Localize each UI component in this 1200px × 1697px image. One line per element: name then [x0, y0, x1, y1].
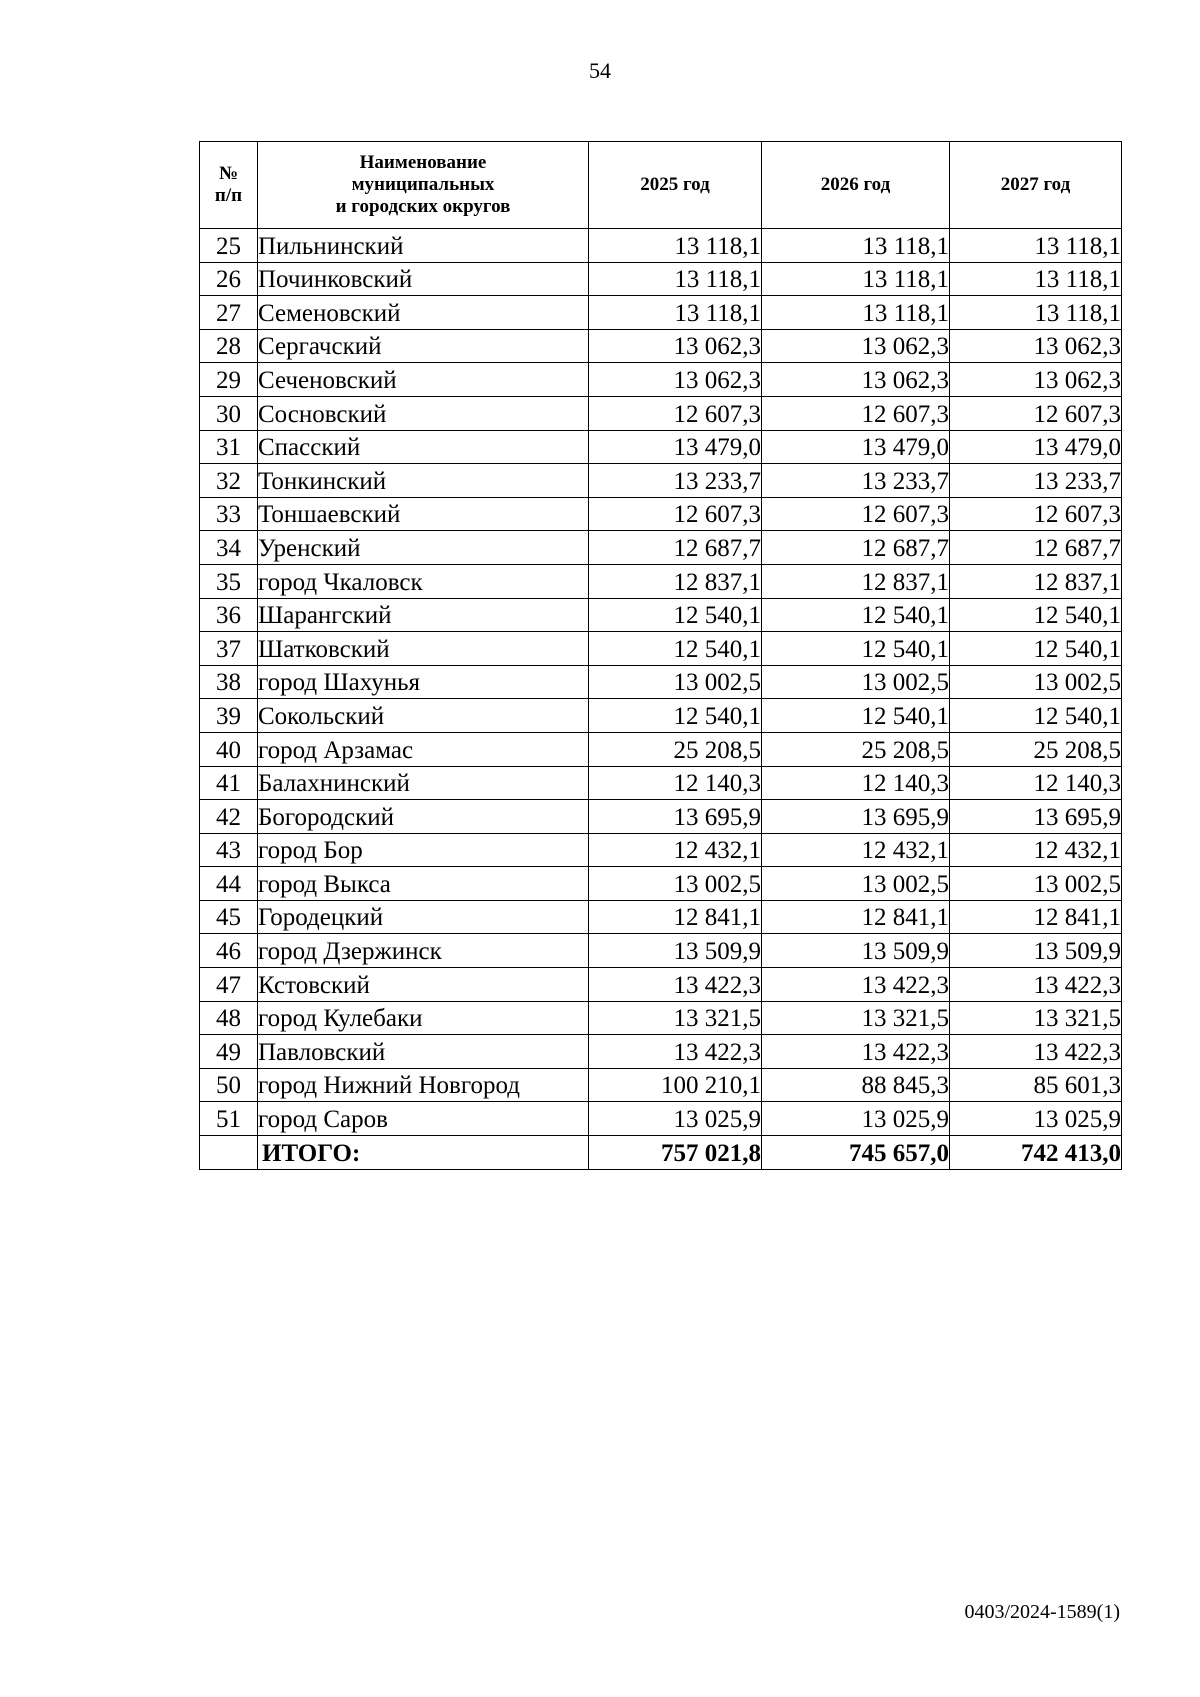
row-2026: 13 233,7: [762, 464, 950, 498]
table-row: [200, 934, 1122, 968]
row-name: Кстовский: [258, 968, 589, 1002]
row-2025: 12 607,3: [589, 497, 762, 531]
table-row: [200, 632, 1122, 666]
row-name: город Бор: [258, 833, 589, 867]
row-2026: 13 321,5: [762, 1001, 950, 1035]
row-2025: 13 479,0: [589, 430, 762, 464]
table-row: [200, 296, 1122, 330]
row-num: 48: [200, 1001, 258, 1035]
row-name: Городецкий: [258, 900, 589, 934]
row-num: 34: [200, 531, 258, 565]
row-2026: 12 140,3: [762, 766, 950, 800]
row-name: город Чкаловск: [258, 564, 589, 598]
row-name: Семеновский: [258, 296, 589, 330]
row-2026: 12 841,1: [762, 900, 950, 934]
row-num: 47: [200, 968, 258, 1002]
document-code: 0403/2024-1589(1): [964, 1601, 1120, 1623]
row-2025: 12 540,1: [589, 699, 762, 733]
row-name: Пильнинский: [258, 229, 589, 263]
row-2025: 12 607,3: [589, 396, 762, 430]
table-row: [200, 766, 1122, 800]
row-name: Шарангский: [258, 598, 589, 632]
row-num: 38: [200, 665, 258, 699]
row-2027: 25 208,5: [950, 732, 1122, 766]
row-num: 26: [200, 262, 258, 296]
row-2026: 12 607,3: [762, 497, 950, 531]
row-2027: 13 118,1: [950, 296, 1122, 330]
row-2026: 13 422,3: [762, 968, 950, 1002]
row-2025: 13 695,9: [589, 800, 762, 834]
table-row: [200, 833, 1122, 867]
row-2025: 13 002,5: [589, 867, 762, 901]
total-row: [200, 1136, 1122, 1170]
budget-table: [199, 141, 1122, 1170]
row-name: Починковский: [258, 262, 589, 296]
row-2026: 13 118,1: [762, 229, 950, 263]
table-row: [200, 229, 1122, 263]
table-row: [200, 430, 1122, 464]
total-2026: 745 657,0: [762, 1136, 950, 1170]
header-name: Наименование муниципальных и городских округов: [258, 142, 589, 229]
row-num: 32: [200, 464, 258, 498]
row-2026: 25 208,5: [762, 732, 950, 766]
row-num: 35: [200, 564, 258, 598]
row-num: 42: [200, 800, 258, 834]
row-num: 28: [200, 329, 258, 363]
table-row: [200, 968, 1122, 1002]
table-row: [200, 1001, 1122, 1035]
row-name: Балахнинский: [258, 766, 589, 800]
row-2026: 12 432,1: [762, 833, 950, 867]
table-row: [200, 598, 1122, 632]
row-name: Павловский: [258, 1035, 589, 1069]
row-2027: 13 422,3: [950, 968, 1122, 1002]
row-2026: 12 540,1: [762, 699, 950, 733]
row-name: Тоншаевский: [258, 497, 589, 531]
row-num: 30: [200, 396, 258, 430]
row-num: 44: [200, 867, 258, 901]
row-name: Уренский: [258, 531, 589, 565]
row-num: 41: [200, 766, 258, 800]
row-name: город Нижний Новгород: [258, 1068, 589, 1102]
table-row: [200, 1068, 1122, 1102]
row-name: Спасский: [258, 430, 589, 464]
row-2026: 13 422,3: [762, 1035, 950, 1069]
row-2026: 13 509,9: [762, 934, 950, 968]
total-2027: 742 413,0: [950, 1136, 1122, 1170]
table-row: [200, 329, 1122, 363]
row-2026: 13 695,9: [762, 800, 950, 834]
row-2027: 13 321,5: [950, 1001, 1122, 1035]
row-name: Сергачский: [258, 329, 589, 363]
row-name: Сосновский: [258, 396, 589, 430]
row-2026: 12 837,1: [762, 564, 950, 598]
table-body: [200, 229, 1122, 1170]
row-num: 27: [200, 296, 258, 330]
row-2026: 12 607,3: [762, 396, 950, 430]
row-2025: 13 062,3: [589, 363, 762, 397]
row-num: 46: [200, 934, 258, 968]
row-2027: 13 509,9: [950, 934, 1122, 968]
table-row: [200, 1102, 1122, 1136]
row-2025: 13 062,3: [589, 329, 762, 363]
row-2025: 13 422,3: [589, 968, 762, 1002]
row-name: город Саров: [258, 1102, 589, 1136]
row-2025: 12 687,7: [589, 531, 762, 565]
table-row: [200, 732, 1122, 766]
row-num: 49: [200, 1035, 258, 1069]
row-2025: 13 509,9: [589, 934, 762, 968]
row-2027: 12 432,1: [950, 833, 1122, 867]
row-2027: 12 540,1: [950, 699, 1122, 733]
row-2025: 100 210,1: [589, 1068, 762, 1102]
row-2026: 12 540,1: [762, 598, 950, 632]
row-2027: 85 601,3: [950, 1068, 1122, 1102]
table-row: [200, 900, 1122, 934]
row-name: город Выкса: [258, 867, 589, 901]
table-row: [200, 497, 1122, 531]
table-row: [200, 699, 1122, 733]
header-2025: 2025 год: [589, 142, 762, 229]
row-num: 40: [200, 732, 258, 766]
row-2025: 13 118,1: [589, 262, 762, 296]
table-row: [200, 396, 1122, 430]
row-2026: 12 540,1: [762, 632, 950, 666]
row-2027: 13 002,5: [950, 867, 1122, 901]
row-name: Сокольский: [258, 699, 589, 733]
table-row: [200, 665, 1122, 699]
row-2025: 13 002,5: [589, 665, 762, 699]
row-2027: 13 422,3: [950, 1035, 1122, 1069]
row-name: город Шахунья: [258, 665, 589, 699]
row-2026: 13 062,3: [762, 363, 950, 397]
table-row: [200, 262, 1122, 296]
table-row: [200, 363, 1122, 397]
row-2027: 13 118,1: [950, 229, 1122, 263]
row-2026: 13 062,3: [762, 329, 950, 363]
row-2026: 88 845,3: [762, 1068, 950, 1102]
table-row: [200, 564, 1122, 598]
row-2027: 12 607,3: [950, 497, 1122, 531]
row-2026: 13 118,1: [762, 262, 950, 296]
row-2027: 12 607,3: [950, 396, 1122, 430]
row-2027: 12 841,1: [950, 900, 1122, 934]
row-2025: 12 540,1: [589, 598, 762, 632]
row-2027: 13 233,7: [950, 464, 1122, 498]
row-2025: 25 208,5: [589, 732, 762, 766]
row-2026: 13 025,9: [762, 1102, 950, 1136]
row-2027: 12 837,1: [950, 564, 1122, 598]
table-row: [200, 531, 1122, 565]
row-2025: 12 140,3: [589, 766, 762, 800]
table-row: [200, 800, 1122, 834]
row-2027: 13 062,3: [950, 363, 1122, 397]
header-row: [200, 142, 1122, 229]
row-2025: 13 422,3: [589, 1035, 762, 1069]
row-2027: 13 002,5: [950, 665, 1122, 699]
header-2027: 2027 год: [950, 142, 1122, 229]
row-2025: 12 837,1: [589, 564, 762, 598]
row-num: 25: [200, 229, 258, 263]
table-row: [200, 867, 1122, 901]
row-2025: 13 118,1: [589, 296, 762, 330]
row-num: 29: [200, 363, 258, 397]
row-2025: 12 540,1: [589, 632, 762, 666]
row-num: 51: [200, 1102, 258, 1136]
row-2027: 12 540,1: [950, 632, 1122, 666]
total-num-cell: [200, 1136, 258, 1170]
table-row: [200, 1035, 1122, 1069]
row-2025: 13 321,5: [589, 1001, 762, 1035]
row-2026: 12 687,7: [762, 531, 950, 565]
row-num: 31: [200, 430, 258, 464]
row-num: 33: [200, 497, 258, 531]
row-name: город Кулебаки: [258, 1001, 589, 1035]
row-name: Тонкинский: [258, 464, 589, 498]
row-num: 37: [200, 632, 258, 666]
row-2027: 12 687,7: [950, 531, 1122, 565]
row-2025: 12 841,1: [589, 900, 762, 934]
row-num: 50: [200, 1068, 258, 1102]
row-2027: 12 140,3: [950, 766, 1122, 800]
header-num: № п/п: [200, 142, 258, 229]
row-2025: 13 025,9: [589, 1102, 762, 1136]
row-num: 43: [200, 833, 258, 867]
row-name: Шатковский: [258, 632, 589, 666]
row-2027: 13 118,1: [950, 262, 1122, 296]
row-name: Богородский: [258, 800, 589, 834]
row-2026: 13 479,0: [762, 430, 950, 464]
row-2027: 12 540,1: [950, 598, 1122, 632]
row-2027: 13 025,9: [950, 1102, 1122, 1136]
row-num: 36: [200, 598, 258, 632]
row-2025: 13 118,1: [589, 229, 762, 263]
row-2026: 13 002,5: [762, 665, 950, 699]
table-row: [200, 464, 1122, 498]
row-name: Сеченовский: [258, 363, 589, 397]
total-2025: 757 021,8: [589, 1136, 762, 1170]
row-2027: 13 695,9: [950, 800, 1122, 834]
header-2026: 2026 год: [762, 142, 950, 229]
page-number: 54: [589, 58, 611, 83]
row-name: город Дзержинск: [258, 934, 589, 968]
total-label: ИТОГО:: [258, 1136, 589, 1170]
row-2027: 13 062,3: [950, 329, 1122, 363]
row-num: 39: [200, 699, 258, 733]
row-2027: 13 479,0: [950, 430, 1122, 464]
row-2025: 13 233,7: [589, 464, 762, 498]
row-2026: 13 118,1: [762, 296, 950, 330]
row-name: город Арзамас: [258, 732, 589, 766]
row-num: 45: [200, 900, 258, 934]
row-2025: 12 432,1: [589, 833, 762, 867]
row-2026: 13 002,5: [762, 867, 950, 901]
